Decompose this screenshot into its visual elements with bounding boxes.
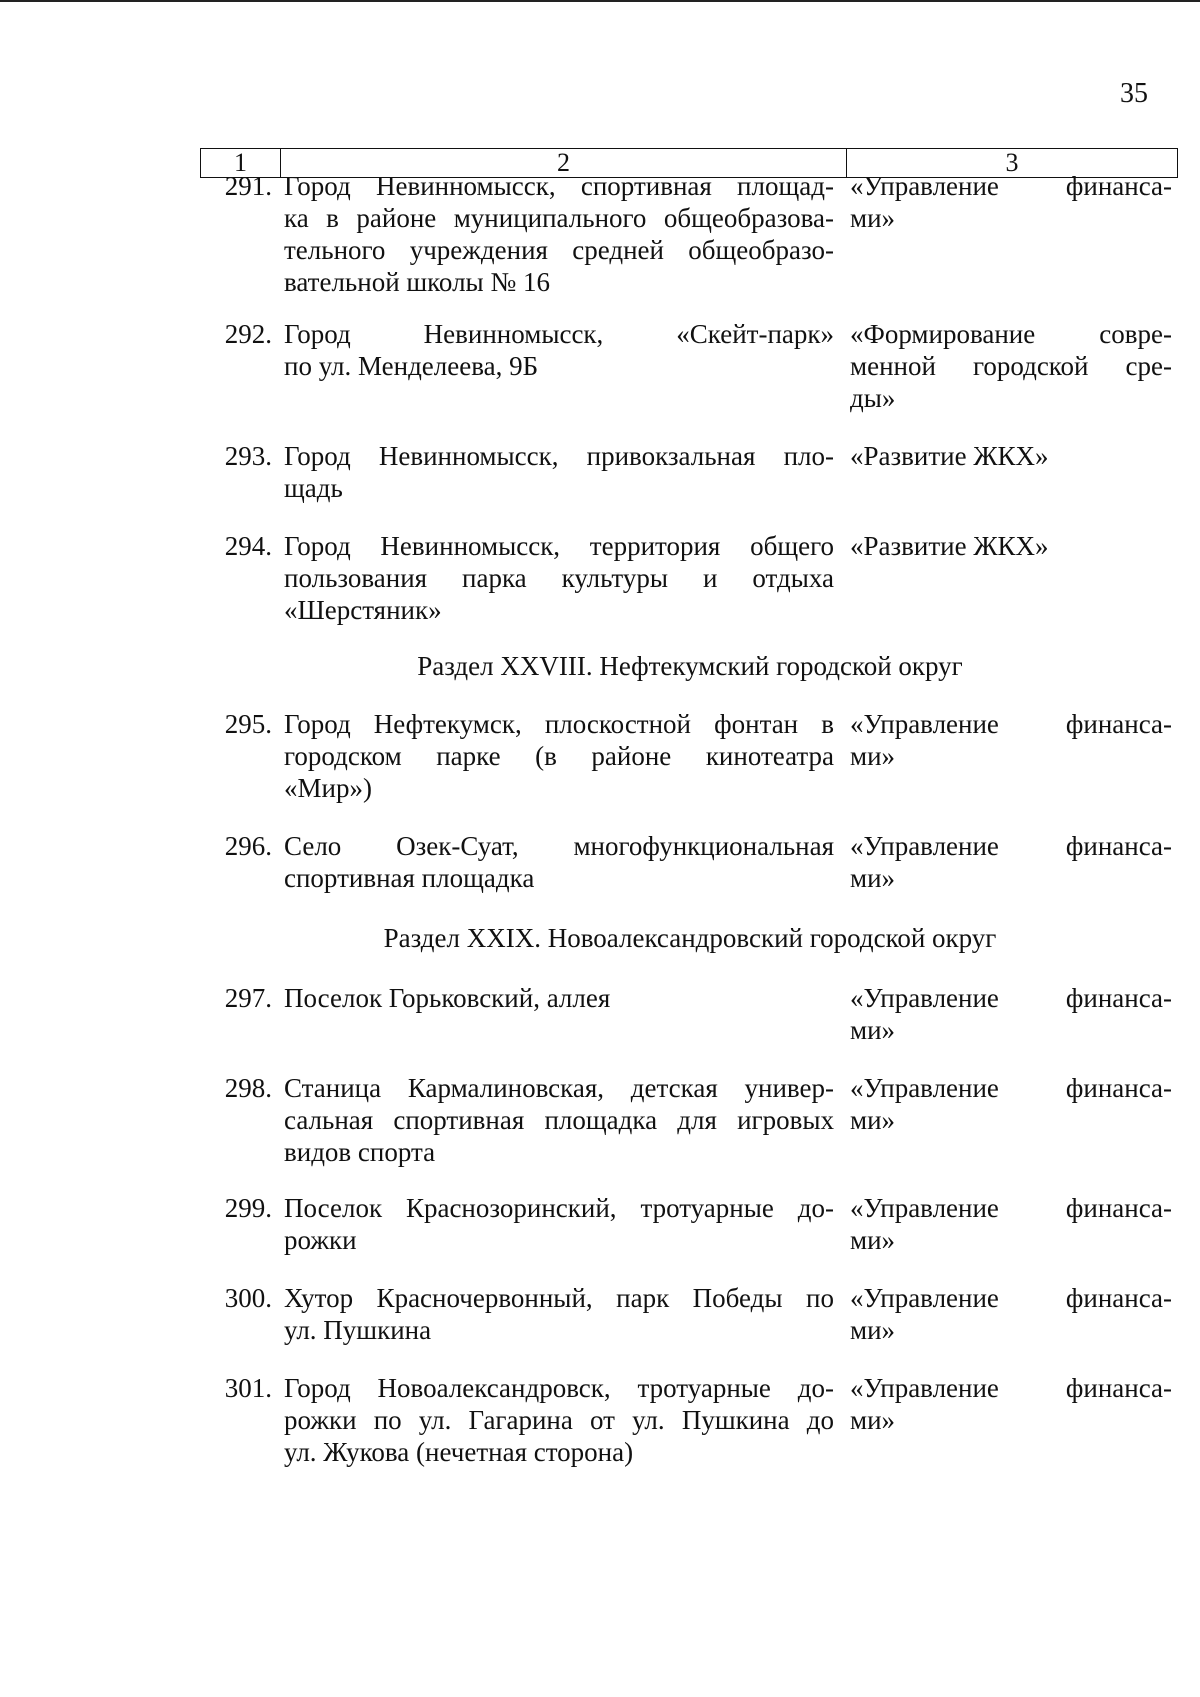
text-line: видов спорта bbox=[284, 1137, 436, 1167]
row-number: 293. bbox=[224, 441, 272, 471]
text-line: ми» bbox=[850, 1405, 896, 1435]
text-line: Село Озек-Суат, многофункциональная bbox=[284, 831, 834, 861]
text-line: ми» bbox=[850, 203, 896, 233]
row-description bbox=[284, 1282, 834, 1346]
row-number: 300. bbox=[224, 1283, 272, 1313]
top-rule bbox=[0, 0, 1200, 2]
text-line: Хутор Красночервонный, парк Победы по bbox=[284, 1283, 834, 1313]
row-program bbox=[850, 440, 1172, 472]
header-col-3: 3 bbox=[1005, 148, 1019, 177]
row-number: 294. bbox=[224, 531, 272, 561]
row-program bbox=[850, 982, 1172, 1046]
row-description bbox=[284, 982, 834, 1014]
row-program bbox=[850, 830, 1172, 894]
text-line: ка в районе муниципального общеобразова- bbox=[284, 203, 834, 233]
text-line: Город Невинномысск, привокзальная пло- bbox=[284, 441, 834, 471]
text-line: сальная спортивная площадка для игровых bbox=[284, 1105, 834, 1135]
text-line: «Управление финанса- bbox=[850, 1283, 1172, 1313]
text-line: «Управление финанса- bbox=[850, 1073, 1172, 1103]
text-line: спортивная площадка bbox=[284, 863, 535, 893]
text-line: Город Новоалександровск, тротуарные до- bbox=[284, 1373, 834, 1403]
text-line: городском парке (в районе кинотеатра bbox=[284, 741, 834, 771]
text-line: менной городской сре- bbox=[850, 351, 1172, 381]
text-line: «Шерстяник» bbox=[284, 595, 442, 625]
text-line: щадь bbox=[284, 473, 343, 503]
row-number: 295. bbox=[224, 709, 272, 739]
row-description bbox=[284, 830, 834, 894]
text-line: «Управление финанса- bbox=[850, 709, 1172, 739]
text-line: по ул. Менделеева, 9Б bbox=[284, 351, 539, 381]
text-line: ды» bbox=[850, 383, 896, 413]
header-col-2: 2 bbox=[281, 149, 847, 177]
text-line: ул. Пушкина bbox=[284, 1315, 432, 1345]
row-description bbox=[284, 440, 834, 504]
row-number: 301. bbox=[224, 1373, 272, 1403]
text-line: ми» bbox=[850, 1315, 896, 1345]
text-line: «Развитие ЖКХ» bbox=[850, 531, 1049, 561]
row-program bbox=[850, 1192, 1172, 1256]
text-line: ми» bbox=[850, 741, 896, 771]
text-line: «Управление финанса- bbox=[850, 1193, 1172, 1223]
text-line: рожки bbox=[284, 1225, 357, 1255]
text-line: ми» bbox=[850, 1015, 896, 1045]
header-col-1: 1 bbox=[201, 149, 281, 177]
text-line: Поселок Краснозоринский, тротуарные до- bbox=[284, 1193, 834, 1223]
row-program bbox=[850, 708, 1172, 772]
text-line: «Управление финанса- bbox=[850, 171, 1172, 201]
text-line: ми» bbox=[850, 1105, 896, 1135]
row-description bbox=[284, 318, 834, 382]
text-line: Город Невинномысск, территория общего bbox=[284, 531, 834, 561]
row-description bbox=[284, 1192, 834, 1256]
row-program bbox=[850, 1282, 1172, 1346]
text-line: «Развитие ЖКХ» bbox=[850, 441, 1049, 471]
text-line: рожки по ул. Гагарина от ул. Пушкина до bbox=[284, 1405, 834, 1435]
row-number: 291. bbox=[224, 171, 272, 201]
text-line: Город Нефтекумск, плоскостной фонтан в bbox=[284, 709, 834, 739]
text-line: Поселок Горьковский, аллея bbox=[284, 983, 611, 1013]
row-program bbox=[850, 530, 1172, 562]
text-line: ми» bbox=[850, 863, 896, 893]
row-program bbox=[850, 170, 1172, 234]
section-heading: Раздел XXVIII. Нефтекумский городской округ bbox=[417, 651, 963, 681]
row-program bbox=[850, 1372, 1172, 1436]
section-heading: Раздел XXIX. Новоалександровский городской округ bbox=[383, 923, 997, 953]
row-number: 292. bbox=[224, 319, 272, 349]
row-description bbox=[284, 1072, 834, 1168]
text-line: «Управление финанса- bbox=[850, 1373, 1172, 1403]
row-description bbox=[284, 530, 834, 626]
text-line: «Мир») bbox=[284, 773, 372, 803]
text-line: ул. Жукова (нечетная сторона) bbox=[284, 1437, 634, 1467]
row-description bbox=[284, 170, 834, 298]
text-line: вательной школы № 16 bbox=[284, 267, 550, 297]
row-description bbox=[284, 1372, 834, 1468]
text-line: «Формирование совре- bbox=[850, 319, 1172, 349]
text-line: Станица Кармалиновская, детская универ- bbox=[284, 1073, 834, 1103]
row-number: 299. bbox=[224, 1193, 272, 1223]
text-line: Город Невинномысск, спортивная площад- bbox=[284, 171, 834, 201]
row-description bbox=[284, 708, 834, 804]
row-program bbox=[850, 318, 1172, 414]
text-line: ми» bbox=[850, 1225, 896, 1255]
text-line: Город Невинномысск, «Скейт-парк» bbox=[284, 319, 834, 349]
text-line: тельного учреждения средней общеобразо- bbox=[284, 235, 834, 265]
text-line: «Управление финанса- bbox=[850, 831, 1172, 861]
page-number: 35 bbox=[1120, 78, 1148, 109]
text-line: «Управление финанса- bbox=[850, 983, 1172, 1013]
row-program bbox=[850, 1072, 1172, 1136]
row-number: 298. bbox=[224, 1073, 272, 1103]
text-line: пользования парка культуры и отдыха bbox=[284, 563, 834, 593]
row-number: 297. bbox=[224, 983, 272, 1013]
row-number: 296. bbox=[224, 831, 272, 861]
